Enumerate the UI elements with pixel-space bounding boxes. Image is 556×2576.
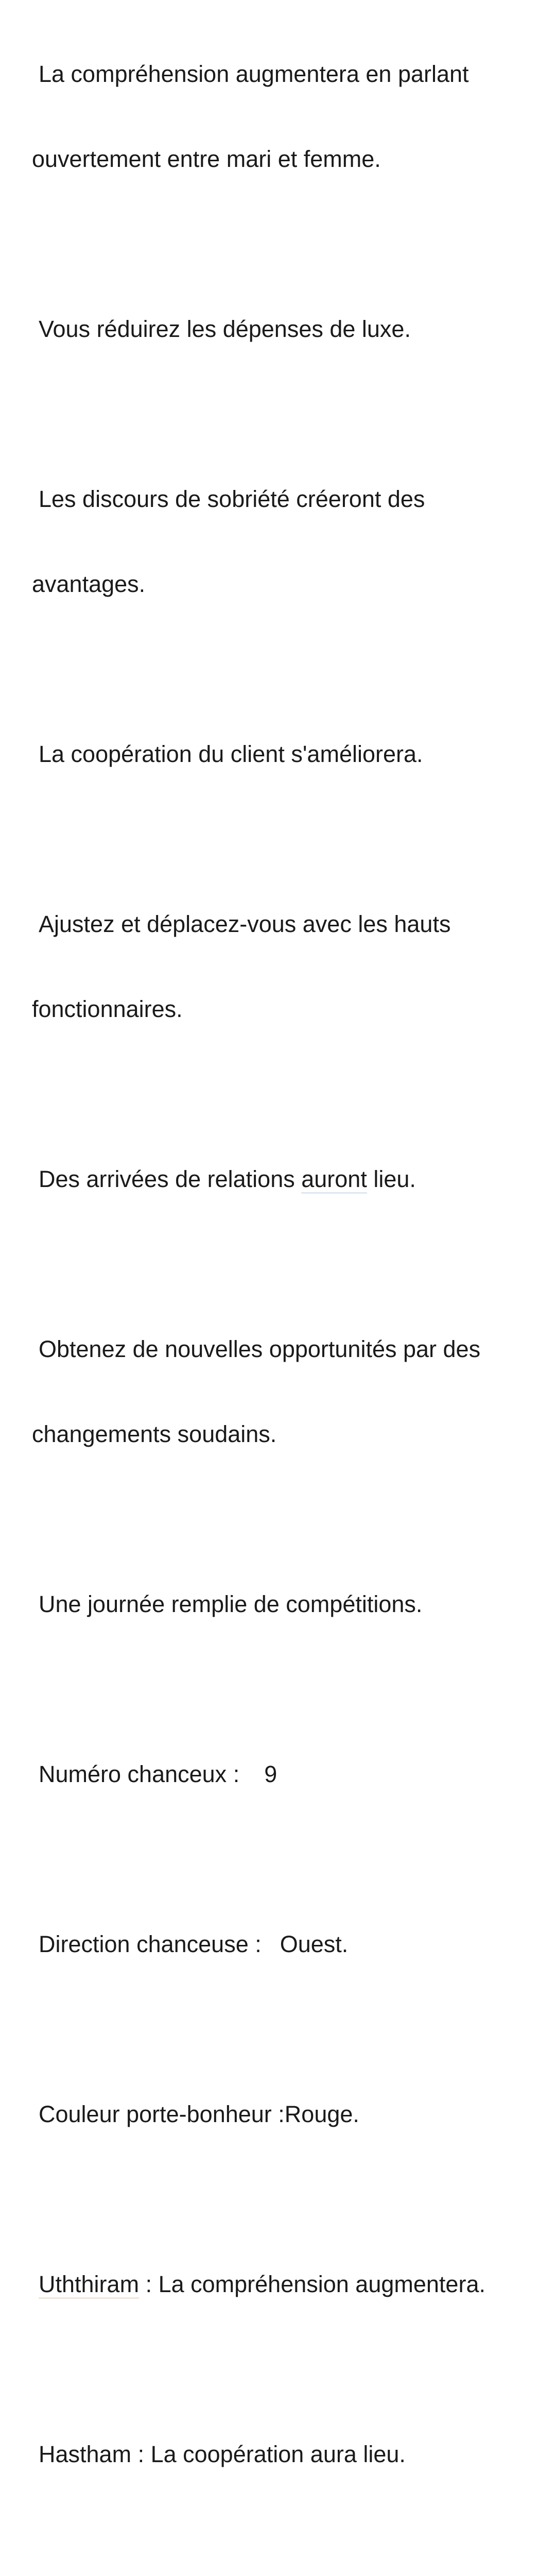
prediction-paragraph xyxy=(32,1108,526,1250)
text-line: La compréhension augmentera en parlant xyxy=(39,61,469,87)
text-line: La coopération du client s'améliorera. xyxy=(39,741,423,767)
prediction-paragraph xyxy=(32,258,526,400)
prediction-paragraph xyxy=(32,3,526,230)
star-prediction xyxy=(32,2553,526,2576)
text-line: Une journée remplie de compétitions. xyxy=(39,1591,423,1617)
text-line: ouvertement entre mari et femme. xyxy=(32,146,381,172)
text-segment: Des arrivées de relations xyxy=(39,1166,302,1192)
star-prediction xyxy=(32,2213,526,2355)
star-link[interactable]: Uththiram xyxy=(39,2271,140,2297)
text-line xyxy=(32,1760,526,1788)
lucky-direction-value: Ouest. xyxy=(280,1931,349,1957)
text-line xyxy=(32,1165,526,1193)
prediction-paragraph xyxy=(32,1533,526,1675)
lucky-direction-label: Direction chanceuse : xyxy=(39,1931,262,1957)
lucky-number-label: Numéro chanceux : xyxy=(39,1761,240,1787)
text-line: changements soudains. xyxy=(32,1421,277,1447)
text-line xyxy=(32,2270,526,2298)
lucky-direction xyxy=(32,1873,526,2015)
star-prediction xyxy=(32,2383,526,2525)
text-line: avantages. xyxy=(32,571,146,597)
lucky-number-value: 9 xyxy=(264,1761,277,1787)
text-line xyxy=(32,1930,526,1958)
text-line: Hastham : La coopération aura lieu. xyxy=(39,2441,406,2467)
prediction-paragraph xyxy=(32,428,526,655)
text-segment: : La compréhension augmentera. xyxy=(139,2271,485,2297)
text-line: fonctionnaires. xyxy=(32,996,183,1022)
text-line: Ajustez et déplacez-vous avec les hauts xyxy=(39,911,451,937)
article-body xyxy=(32,3,526,2576)
prediction-paragraph xyxy=(32,1278,526,1505)
lucky-color xyxy=(32,2043,526,2185)
text-line: Couleur porte-bonheur :Rouge. xyxy=(39,2101,359,2127)
text-line: Les discours de sobriété créeront des xyxy=(39,486,425,512)
text-segment: lieu. xyxy=(367,1166,416,1192)
text-line: Vous réduirez les dépenses de luxe. xyxy=(39,316,411,342)
inline-link[interactable]: auront xyxy=(301,1166,367,1192)
lucky-number xyxy=(32,1703,526,1845)
prediction-paragraph xyxy=(32,853,526,1080)
text-line: Obtenez de nouvelles opportunités par des xyxy=(39,1336,481,1362)
prediction-paragraph xyxy=(32,683,526,825)
